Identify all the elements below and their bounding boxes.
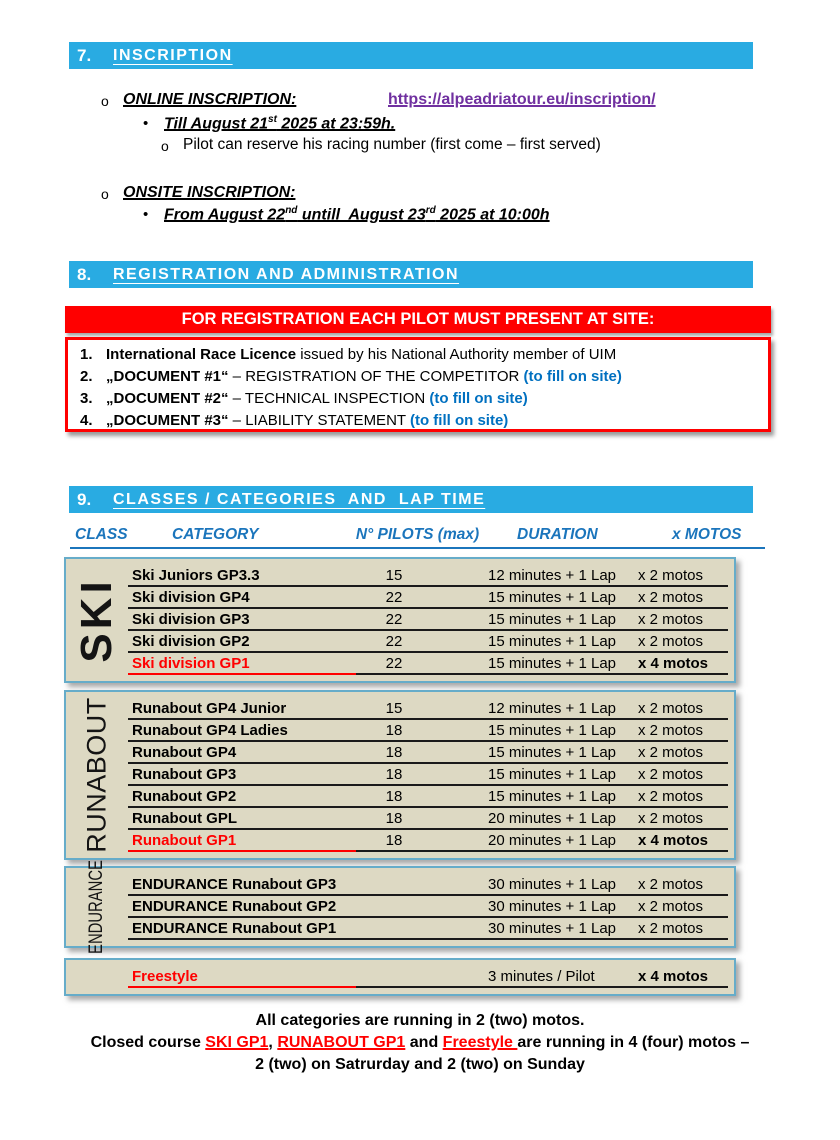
duration-cell: 12 minutes + 1 Lap [432, 698, 638, 720]
category-cell: Freestyle [128, 966, 356, 988]
footer-segment: Closed course [90, 1034, 206, 1051]
footer-segment: , [268, 1034, 278, 1051]
table-row [128, 609, 728, 631]
table-row [128, 918, 728, 940]
section-title: REGISTRATION AND ADMINISTRATION [113, 265, 460, 283]
footer-line-3: 2 (two) on Satrurday and 2 (two) on Sunday [255, 1056, 585, 1073]
pilots-cell: 15 [356, 698, 432, 720]
category-cell: Runabout GP4 [128, 742, 356, 764]
freestyle-block [64, 958, 736, 996]
header-class: CLASS [75, 526, 128, 543]
pilots-cell: 22 [356, 587, 432, 609]
endurance-vertical-label: ENDURANCE [86, 860, 107, 954]
requirement-item [76, 366, 760, 388]
motos-cell: x 2 motos [638, 874, 728, 896]
duration-cell: 15 minutes + 1 Lap [432, 786, 638, 808]
footer-segment: SKI GP1 [205, 1034, 269, 1051]
requirement-text: – LIABILITY STATEMENT [228, 412, 410, 429]
requirement-title: „DOCUMENT #2“ [106, 390, 229, 407]
endurance-class-block [64, 860, 736, 954]
duration-cell: 15 minutes + 1 Lap [432, 631, 638, 653]
duration-cell: 20 minutes + 1 Lap [432, 808, 638, 830]
requirement-number: 3. [80, 390, 93, 407]
section-number: 9. [77, 489, 92, 509]
section-number: 7. [77, 45, 92, 65]
registration-requirements-box [65, 337, 771, 432]
table-row [128, 720, 728, 742]
category-cell: Runabout GP4 Ladies [128, 720, 356, 742]
section-7-bar [69, 42, 753, 69]
category-cell: ENDURANCE Runabout GP2 [128, 896, 356, 918]
pilots-cell: 22 [356, 609, 432, 631]
category-cell: ENDURANCE Runabout GP3 [128, 874, 356, 896]
category-cell: Ski division GP2 [128, 631, 356, 653]
pilots-cell [356, 918, 432, 940]
section-title: CLASSES / CATEGORIES AND LAP TIME [113, 490, 486, 508]
table-row [128, 565, 728, 587]
duration-cell: 12 minutes + 1 Lap [432, 565, 638, 587]
category-cell: Runabout GP3 [128, 764, 356, 786]
duration-cell: 15 minutes + 1 Lap [432, 587, 638, 609]
motos-cell: x 2 motos [638, 808, 728, 830]
pilots-cell: 15 [356, 565, 432, 587]
duration-cell: 15 minutes + 1 Lap [432, 609, 638, 631]
section-8-bar [69, 261, 753, 288]
motos-cell: x 4 motos [638, 653, 728, 675]
motos-cell: x 2 motos [638, 764, 728, 786]
classes-table-header [70, 526, 765, 549]
motos-cell: x 2 motos [638, 698, 728, 720]
header-pilots: N° PILOTS (max) [355, 526, 480, 543]
category-cell: Runabout GP4 Junior [128, 698, 356, 720]
onsite-deadline: From August 22nd untill August 23rd 2025 at 10:00h [164, 205, 550, 224]
motos-cell: x 2 motos [638, 918, 728, 940]
footer-segment: are running in 4 (four) motos – [517, 1034, 750, 1051]
motos-cell: x 2 motos [638, 587, 728, 609]
category-cell: Runabout GP1 [128, 830, 356, 852]
footer-line-2 [0, 1032, 840, 1054]
motos-cell: x 4 motos [638, 966, 728, 988]
footer-line-1: All categories are running in 2 (two) motos. [255, 1012, 585, 1029]
motos-cell: x 2 motos [638, 565, 728, 587]
duration-cell: 15 minutes + 1 Lap [432, 764, 638, 786]
ski-vertical-label: SKI [72, 577, 121, 663]
runabout-vertical-label: RUNABOUT [81, 697, 112, 853]
requirement-title: „DOCUMENT #1“ [106, 368, 229, 385]
pilots-cell [356, 896, 432, 918]
duration-cell: 30 minutes + 1 Lap [432, 918, 638, 940]
table-row [128, 587, 728, 609]
motos-cell: x 2 motos [638, 742, 728, 764]
circle-bullet-icon: o [161, 138, 169, 154]
footer-segment: and [405, 1034, 443, 1051]
category-cell: Runabout GPL [128, 808, 356, 830]
motos-cell: x 4 motos [638, 830, 728, 852]
header-category: CATEGORY [172, 526, 259, 543]
pilots-cell: 22 [356, 653, 432, 675]
table-row [128, 874, 728, 896]
motos-cell: x 2 motos [638, 786, 728, 808]
table-row [128, 966, 728, 988]
runabout-class-block [64, 690, 736, 860]
category-cell: ENDURANCE Runabout GP1 [128, 918, 356, 940]
motos-cell: x 2 motos [638, 631, 728, 653]
footer-segment: Freestyle [442, 1034, 518, 1051]
requirement-number: 1. [80, 346, 93, 363]
circle-bullet-icon: o [101, 186, 109, 202]
inscription-link[interactable]: https://alpeadriatour.eu/inscription/ [388, 91, 656, 108]
table-row [128, 653, 728, 675]
freestyle-empty-label [66, 960, 128, 994]
pilots-cell: 18 [356, 742, 432, 764]
section-title: INSCRIPTION [113, 46, 233, 64]
table-row [128, 764, 728, 786]
header-duration: DURATION [517, 526, 598, 543]
duration-cell: 15 minutes + 1 Lap [432, 720, 638, 742]
duration-cell: 15 minutes + 1 Lap [432, 742, 638, 764]
requirement-item [76, 410, 760, 432]
online-inscription-label: ONLINE INSCRIPTION: [123, 91, 297, 108]
duration-cell: 30 minutes + 1 Lap [432, 874, 638, 896]
duration-cell: 15 minutes + 1 Lap [432, 653, 638, 675]
category-cell: Runabout GP2 [128, 786, 356, 808]
pilots-cell [356, 874, 432, 896]
duration-cell: 3 minutes / Pilot [432, 966, 638, 988]
ski-class-block [64, 557, 736, 683]
requirement-text: – TECHNICAL INSPECTION [228, 390, 430, 407]
onsite-inscription-label: ONSITE INSCRIPTION: [123, 184, 296, 201]
pilots-cell: 18 [356, 808, 432, 830]
table-row [128, 786, 728, 808]
category-cell: Ski division GP4 [128, 587, 356, 609]
requirement-number: 4. [80, 412, 93, 429]
category-cell: Ski division GP1 [128, 653, 356, 675]
pilots-cell: 18 [356, 764, 432, 786]
footer-segment: RUNABOUT GP1 [277, 1034, 406, 1051]
requirement-text: – REGISTRATION OF THE COMPETITOR [228, 368, 524, 385]
motos-cell: x 2 motos [638, 720, 728, 742]
header-motos: x MOTOS [672, 526, 742, 543]
table-row [128, 896, 728, 918]
duration-cell: 30 minutes + 1 Lap [432, 896, 638, 918]
table-row [128, 631, 728, 653]
table-row [128, 698, 728, 720]
dot-bullet-icon: • [143, 115, 149, 132]
fill-on-site-note: (to fill on site) [409, 412, 509, 429]
requirement-item [76, 388, 760, 410]
motos-cell: x 2 motos [638, 896, 728, 918]
category-cell: Ski Juniors GP3.3 [128, 565, 356, 587]
online-note: Pilot can reserve his racing number (first come – first served) [183, 136, 601, 153]
duration-cell: 20 minutes + 1 Lap [432, 830, 638, 852]
pilots-cell: 18 [356, 830, 432, 852]
footer-notes [0, 1010, 840, 1076]
fill-on-site-note: (to fill on site) [429, 390, 528, 407]
requirement-item [76, 344, 760, 366]
circle-bullet-icon: o [101, 93, 109, 109]
pilots-cell: 22 [356, 631, 432, 653]
motos-cell: x 2 motos [638, 609, 728, 631]
pilots-cell [356, 966, 432, 988]
online-deadline: Till August 21st 2025 at 23:59h. [164, 114, 396, 133]
pilots-cell: 18 [356, 786, 432, 808]
pilots-cell: 18 [356, 720, 432, 742]
table-row [128, 742, 728, 764]
table-row [128, 830, 728, 852]
requirement-text: issued by his National Authority member of UIM [296, 346, 617, 363]
registration-banner: FOR REGISTRATION EACH PILOT MUST PRESENT AT SITE: [65, 306, 771, 333]
category-cell: Ski division GP3 [128, 609, 356, 631]
fill-on-site-note: (to fill on site) [523, 368, 622, 385]
section-number: 8. [77, 264, 92, 284]
dot-bullet-icon: • [143, 206, 149, 223]
requirement-title: International Race Licence [106, 346, 297, 363]
requirement-title: „DOCUMENT #3“ [106, 412, 229, 429]
requirement-number: 2. [80, 368, 93, 385]
table-row [128, 808, 728, 830]
section-9-bar [69, 486, 753, 513]
